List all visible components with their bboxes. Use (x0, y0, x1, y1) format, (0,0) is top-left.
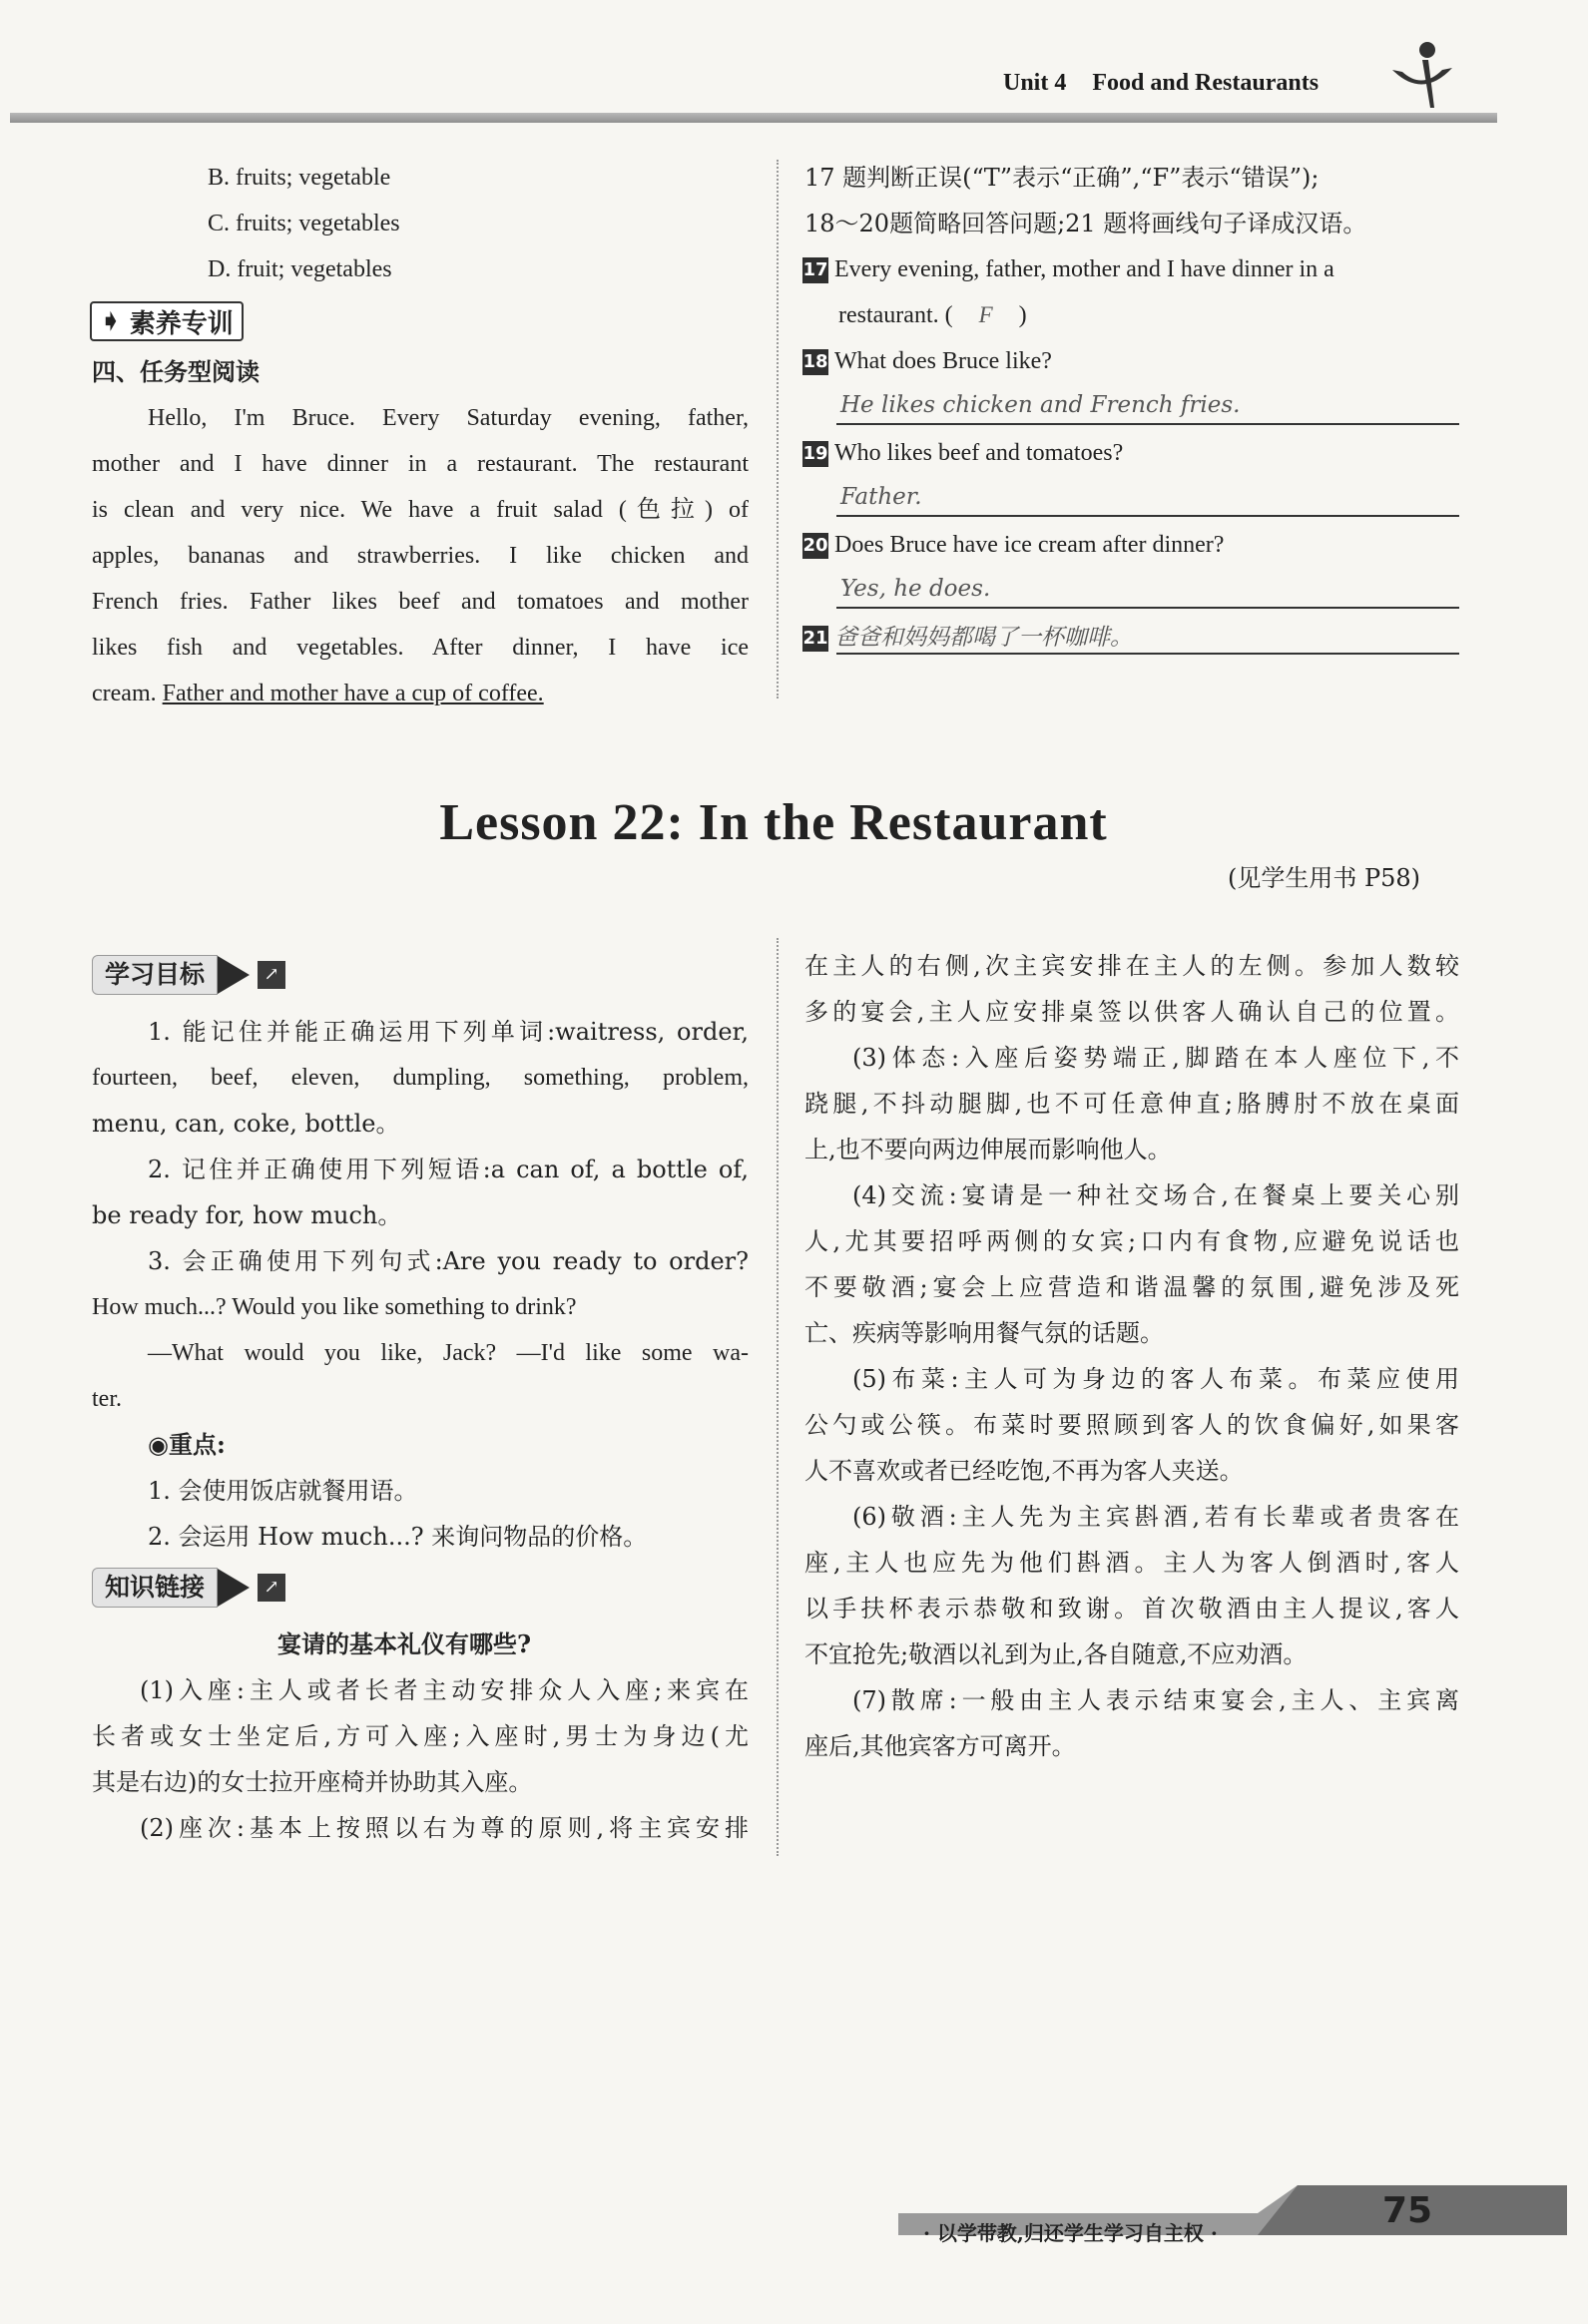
question-text: What does Bruce like? (834, 348, 1052, 374)
arrow-right-icon: ➧ (100, 306, 122, 336)
question-19 (802, 437, 1123, 469)
answer-line (836, 423, 1459, 425)
page-number: 75 (1382, 2190, 1433, 2231)
passage-last-prefix: cream. (92, 681, 163, 706)
answer-19[interactable]: Father. (840, 484, 922, 510)
knowledge-left-1: (1)入座:主人或者长者主动安排众人入座;来宾在 (140, 1676, 749, 1704)
answer-line (836, 515, 1459, 517)
knowledge-right-6: (4)交流:宴请是一种社交场合,在餐桌上要关心别 (852, 1181, 1459, 1209)
knowledge-right-8: 不要敬酒;宴会上应营造和谐温馨的氛围,避免涉及死 (804, 1273, 1459, 1301)
option-c: C. fruits; vegetables (208, 211, 400, 236)
tab-label: 学习目标 (92, 955, 218, 995)
knowledge-left-4: (2)座次:基本上按照以右为尊的原则,将主宾安排 (140, 1814, 749, 1842)
goal-3c: —What would you like, Jack? —I'd like some wa- (148, 1340, 749, 1366)
passage-line-7 (92, 678, 544, 709)
knowledge-right-13: (6)敬酒:主人先为主宾斟酒,若有长辈或者贵客在 (852, 1503, 1459, 1531)
arrow-icon: ↗ (258, 961, 285, 989)
key-point-1: 1. 会使用饭店就餐用语。 (148, 1477, 418, 1505)
question-text: Who likes beef and tomatoes? (834, 440, 1124, 466)
knowledge-right-10: (5)布菜:主人可为身边的客人布菜。布菜应使用 (852, 1365, 1459, 1393)
header-divider (10, 113, 1497, 123)
option-b: B. fruits; vegetable (208, 165, 391, 191)
knowledge-right-4: 跷腿,不抖动腿脚,也不可任意伸直;胳膊肘不放在桌面 (804, 1090, 1459, 1118)
unit-title: Food and Restaurants (1092, 70, 1320, 96)
header-logo-icon (1382, 40, 1462, 119)
option-d: D. fruit; vegetables (208, 256, 392, 282)
arrow-icon: ↗ (258, 1574, 285, 1602)
passage-line-3: is clean and very nice. We have a fruit salad (色拉) of (92, 497, 749, 523)
answer-20[interactable]: Yes, he does. (840, 576, 991, 602)
question-number: 18 (802, 349, 828, 375)
knowledge-heading: 宴请的基本礼仪有哪些? (277, 1629, 532, 1658)
question-number: 21 (802, 626, 828, 652)
question-text: Does Bruce have ice cream after dinner? (834, 532, 1225, 558)
goal-2a: 2. 记住并正确使用下列短语:a can of, a bottle of, (148, 1156, 749, 1183)
goal-3b: How much...? Would you like something to drink? (92, 1294, 577, 1320)
question-number: 19 (802, 441, 828, 467)
knowledge-right-7: 人,尤其要招呼两侧的女宾;口内有食物,应避免说话也 (804, 1227, 1459, 1255)
knowledge-right-9: 亡、疾病等影响用餐气氛的话题。 (804, 1319, 1164, 1347)
question-text-cont: restaurant. ( (838, 302, 953, 328)
section-badge-label: 素养专训 (129, 308, 234, 339)
answer-line (836, 607, 1459, 609)
question-21 (802, 621, 1133, 654)
tab-triangle (218, 956, 250, 994)
unit-label: Unit 4 (1003, 70, 1067, 96)
knowledge-right-12: 人不喜欢或者已经吃饱,不再为客人夹送。 (804, 1457, 1244, 1485)
passage-line-6: likes fish and vegetables. After dinner, I have ice (92, 635, 749, 661)
knowledge-right-15: 以手扶杯表示恭敬和致谢。首次敬酒由主人提议,客人 (804, 1595, 1459, 1623)
goal-2b: be ready for, how much。 (92, 1201, 402, 1229)
knowledge-left-3: 其是右边)的女士拉开座椅并协助其入座。 (92, 1768, 533, 1796)
column-divider (777, 160, 779, 698)
question-17-cont (838, 299, 1027, 331)
knowledge-right-3: (3)体态:入座后姿势端正,脚踏在本人座位下,不 (852, 1044, 1459, 1072)
tab-learning-goals (92, 956, 285, 994)
instruction-line-1: 17 题判断正误(“T”表示“正确”,“F”表示“错误”); (804, 164, 1320, 192)
knowledge-right-11: 公勺或公筷。布菜时要照顾到客人的饮食偏好,如果客 (804, 1411, 1459, 1439)
tab-triangle (218, 1569, 250, 1607)
tab-knowledge-link (92, 1569, 285, 1607)
question-text: Every evening, father, mother and I have dinner in a (834, 256, 1334, 282)
knowledge-right-2: 多的宴会,主人应安排桌签以供客人确认自己的位置。 (804, 998, 1459, 1026)
knowledge-right-1: 在主人的右侧,次主宾安排在主人的左侧。参加人数较 (804, 952, 1459, 980)
page-header-title (1003, 70, 1319, 97)
key-point-2: 2. 会运用 How much...? 来询问物品的价格。 (148, 1523, 648, 1551)
knowledge-right-5: 上,也不要向两边伸展而影响他人。 (804, 1136, 1172, 1163)
underlined-sentence: Father and mother have a cup of coffee. (162, 681, 544, 706)
section-badge (90, 301, 244, 341)
question-20 (802, 529, 1224, 561)
answer-17[interactable]: F (978, 302, 993, 327)
column-divider (777, 938, 779, 1856)
answer-18[interactable]: He likes chicken and French fries. (840, 392, 1241, 418)
goal-1c: menu, can, coke, bottle。 (92, 1110, 400, 1138)
knowledge-right-18: 座后,其他宾客方可离开。 (804, 1732, 1076, 1760)
passage-line-4: apples, bananas and strawberries. I like chicken and (92, 543, 749, 569)
knowledge-right-17: (7)散席:一般由主人表示结束宴会,主人、主宾离 (852, 1686, 1459, 1714)
key-points-label: ◉重点: (148, 1430, 226, 1459)
paren-close: ) (1018, 302, 1027, 328)
section-title: 四、任务型阅读 (92, 357, 260, 386)
answer-21[interactable]: 爸爸和妈妈都喝了一杯咖啡。 (834, 625, 1133, 651)
footer-slogan: · 以学带教,归还学生学习自主权 · (923, 2221, 1218, 2245)
passage-line-2: mother and I have dinner in a restaurant. The restaurant (92, 451, 749, 477)
question-number: 20 (802, 533, 828, 559)
goal-1b: fourteen, beef, eleven, dumpling, something, problem, (92, 1065, 749, 1091)
tab-label: 知识链接 (92, 1568, 218, 1608)
goal-3d: ter. (92, 1386, 122, 1412)
answer-line (836, 653, 1459, 655)
question-number: 17 (802, 257, 828, 283)
question-17 (802, 253, 1334, 285)
lesson-title: Lesson 22: In the Restaurant (439, 794, 1108, 851)
passage-line-1: Hello, I'm Bruce. Every Saturday evening, father, (148, 405, 749, 431)
passage-line-5: French fries. Father likes beef and tomatoes and mother (92, 589, 749, 615)
lesson-reference: (见学生用书 P58) (1228, 864, 1421, 892)
knowledge-right-16: 不宜抢先;敬酒以礼到为止,各自随意,不应劝酒。 (804, 1640, 1308, 1668)
instruction-line-2: 18～20题简略回答问题;21 题将画线句子译成汉语。 (804, 210, 1367, 237)
knowledge-right-14: 座,主人也应先为他们斟酒。主人为客人倒酒时,客人 (804, 1549, 1459, 1577)
goal-3a: 3. 会正确使用下列句式:Are you ready to order? (148, 1247, 749, 1275)
question-18 (802, 345, 1052, 377)
knowledge-left-2: 长者或女士坐定后,方可入座;入座时,男士为身边(尤 (92, 1722, 749, 1750)
goal-1a: 1. 能记住并能正确运用下列单词:waitress, order, (148, 1018, 749, 1046)
